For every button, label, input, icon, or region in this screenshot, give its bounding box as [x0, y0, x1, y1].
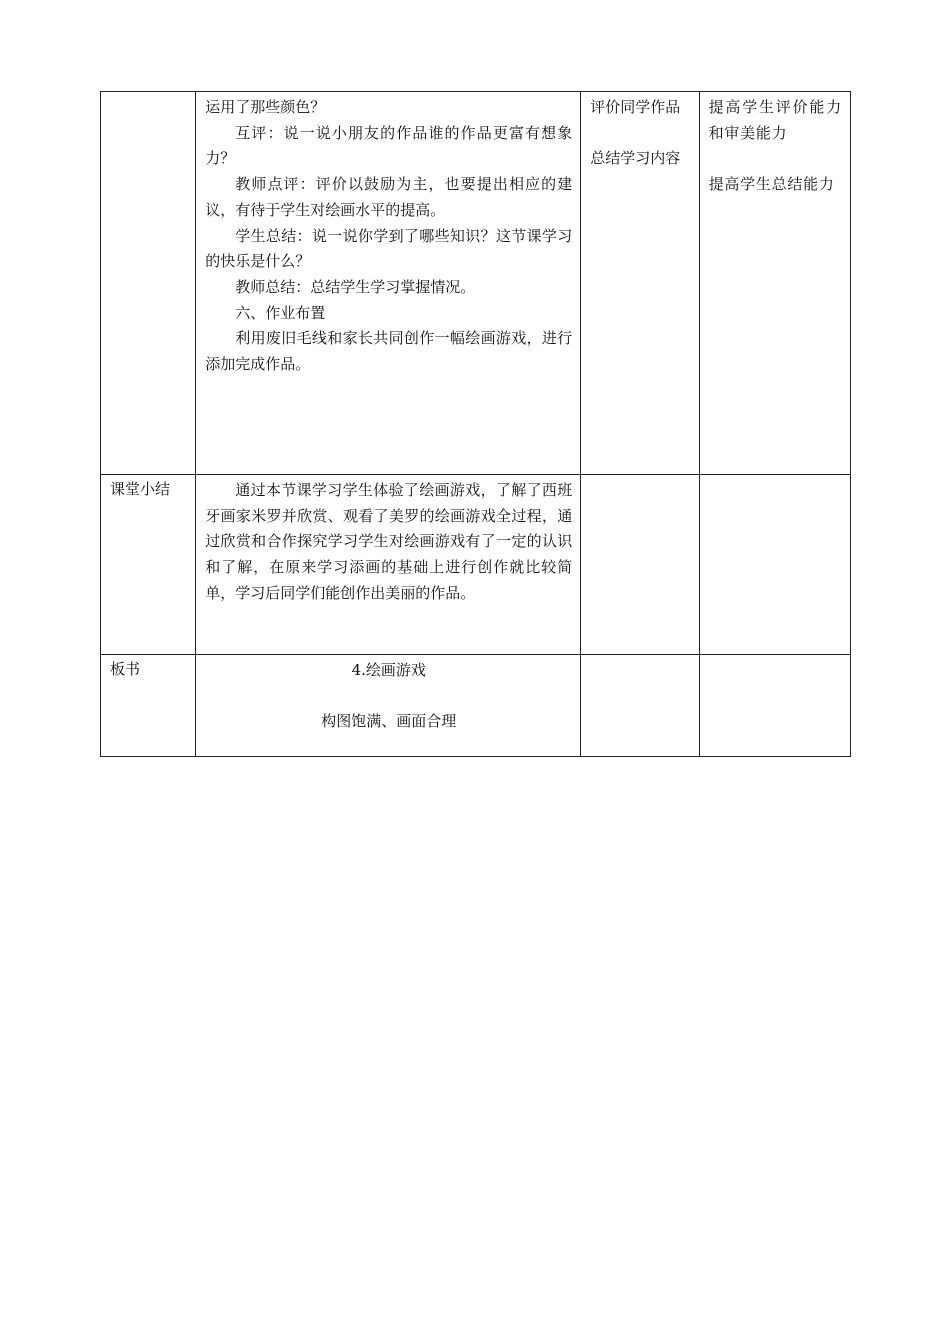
row-label-cell — [101, 655, 196, 757]
empty-cell — [581, 475, 699, 655]
board-title: 4.绘画游戏 — [351, 661, 426, 679]
row-label — [101, 92, 195, 95]
student-activity-item: 总结学习内容 — [590, 149, 681, 168]
board-content-cell — [196, 655, 581, 757]
table-row-board — [101, 655, 851, 757]
row-label-cell — [101, 475, 196, 655]
content-paragraph: 互评：说一说小朋友的作品谁的作品更富有想象力？ — [205, 123, 573, 168]
empty-cell — [581, 655, 699, 757]
design-intent-item: 提高学生总结能力 — [708, 175, 835, 194]
board-subtitle: 构图饱满、画面合理 — [321, 712, 457, 731]
lesson-plan-table — [100, 91, 851, 757]
summary-paragraph: 通过本节课学习学生体验了绘画游戏，了解了西班牙画家米罗并欣赏、观看了美罗的绘画游戏全过程，通过欣赏和合作探究学习学生对绘画游戏有了一定的认识和了解，在原来学习添画的基础上进行创作就比较简单，学习后同学们能创作出美丽的作品。 — [205, 481, 573, 602]
row-label: 课堂小结 — [110, 480, 171, 498]
content-paragraph: 教师总结：总结学生学习掌握情况。 — [235, 277, 476, 296]
content-paragraph: 教师点评：评价以鼓励为主，也要提出相应的建议，有待于学生对绘画水平的提高。 — [205, 175, 573, 219]
activity-content-cell — [196, 92, 581, 475]
content-paragraph: 利用废旧毛线和家长共同创作一幅绘画游戏，进行添加完成作品。 — [205, 329, 573, 374]
design-intent-item: 提高学生评价能力和审美能力 — [708, 98, 842, 142]
content-paragraph: 运用了那些颜色？ — [205, 98, 326, 116]
table-row-activity — [101, 92, 851, 475]
student-activity-item: 评价同学作品 — [590, 98, 681, 116]
student-activity-cell — [581, 92, 699, 475]
content-paragraph: 学生总结：说一说你学到了哪些知识？这节课学习的快乐是什么？ — [205, 226, 573, 271]
summary-content-cell — [196, 475, 581, 655]
row-label-cell — [101, 92, 196, 475]
design-intent-cell — [699, 92, 850, 475]
row-label: 板书 — [110, 660, 141, 678]
empty-cell — [699, 655, 850, 757]
empty-cell — [699, 475, 850, 655]
section-heading: 六、作业布置 — [235, 303, 326, 322]
table-row-summary — [101, 475, 851, 655]
